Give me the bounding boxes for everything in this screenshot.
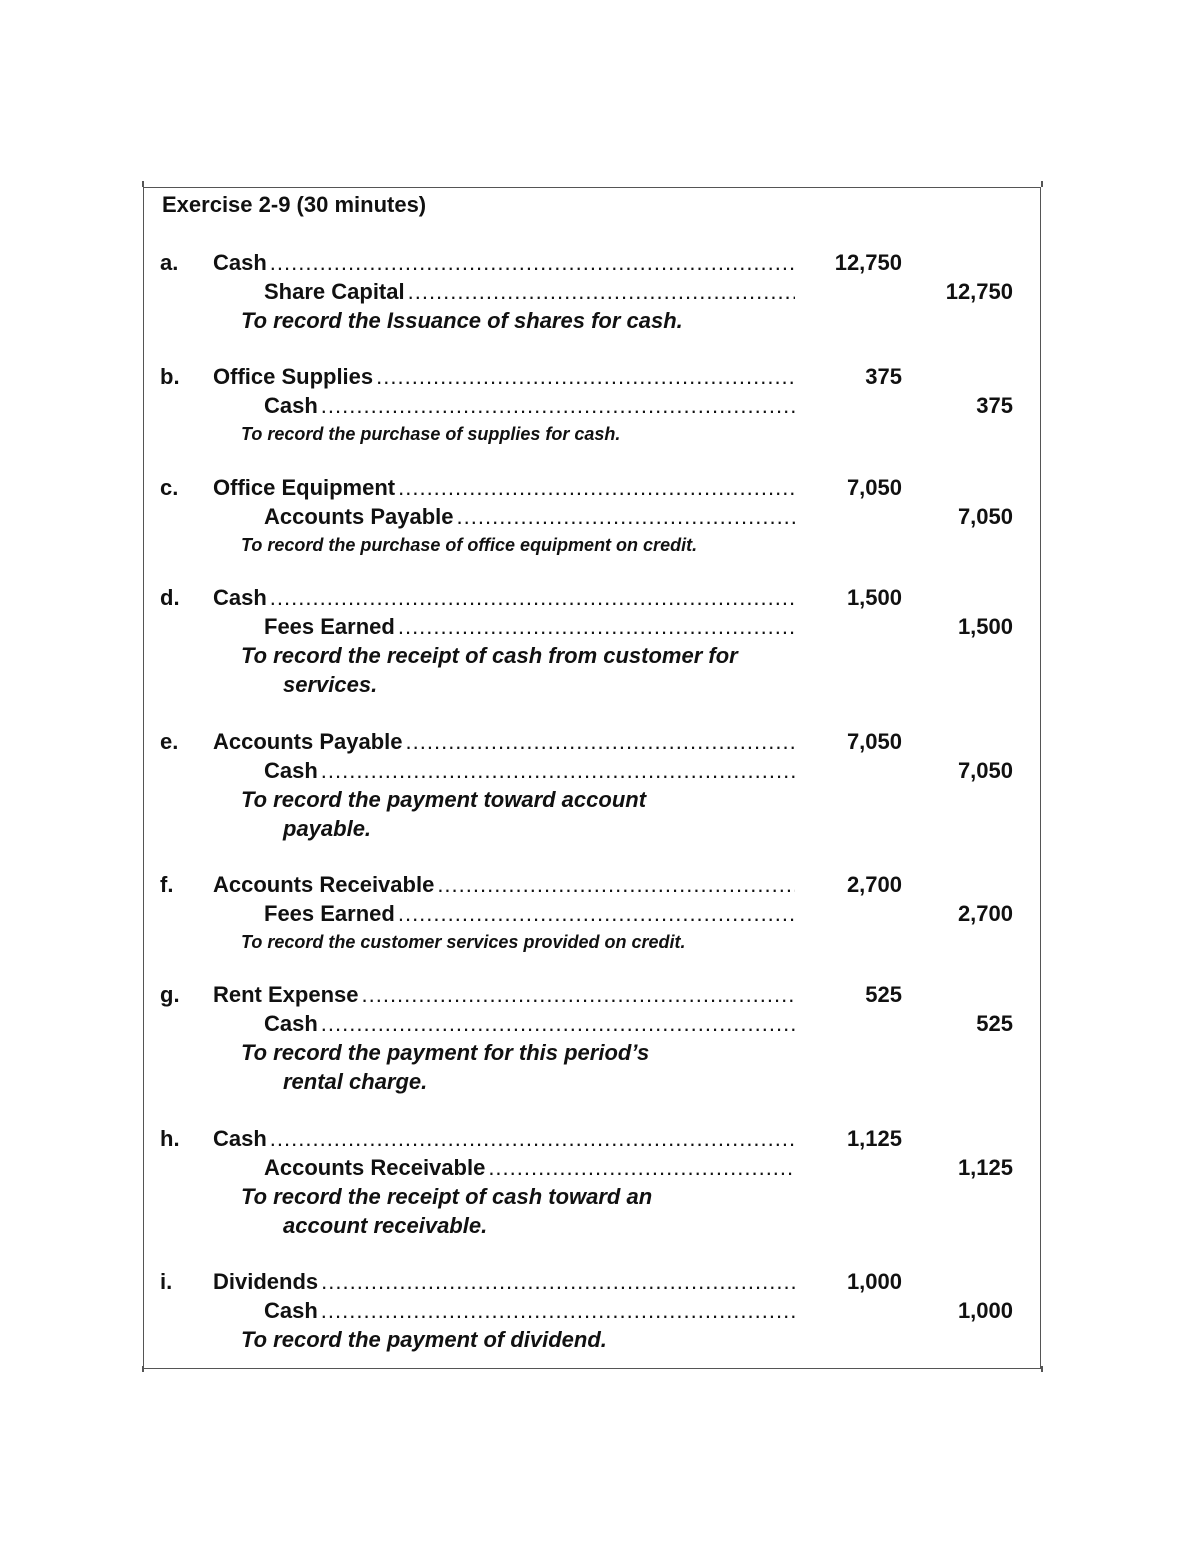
credit-line	[264, 1009, 795, 1038]
credit-amount: 12,750	[945, 279, 1013, 304]
entry-memo	[241, 1182, 811, 1240]
debit-line	[213, 583, 795, 612]
credit-line	[264, 1153, 795, 1182]
leader-dots	[321, 1009, 795, 1038]
entry-memo	[241, 641, 811, 699]
credit-account: Accounts Payable	[264, 504, 454, 529]
credit-account: Cash	[264, 1011, 318, 1036]
credit-account: Accounts Receivable	[264, 1155, 486, 1180]
entry-letter: c.	[160, 475, 179, 500]
memo-line-1: To record the receipt of cash toward an	[241, 1184, 653, 1209]
credit-line	[264, 756, 795, 785]
debit-account: Office Supplies	[213, 364, 374, 389]
entry-letter: f.	[160, 872, 174, 897]
leader-dots	[321, 1296, 795, 1325]
leader-dots	[270, 248, 795, 277]
credit-account: Fees Earned	[264, 614, 395, 639]
memo-line-1: To record the payment of dividend.	[241, 1327, 607, 1352]
entry-letter: b.	[160, 364, 180, 389]
credit-account: Cash	[264, 1298, 318, 1323]
debit-account: Office Equipment	[213, 475, 396, 500]
leader-dots	[376, 362, 795, 391]
credit-amount: 1,500	[957, 614, 1013, 639]
credit-account: Cash	[264, 758, 318, 783]
leader-dots	[408, 277, 795, 306]
entry-letter: h.	[160, 1126, 180, 1151]
entry-memo	[241, 306, 811, 335]
leader-dots	[406, 727, 795, 756]
memo-line-1: To record the Issuance of shares for cash.	[241, 308, 683, 333]
leader-dots	[270, 1124, 795, 1153]
credit-line	[264, 1296, 795, 1325]
debit-account: Cash	[213, 250, 267, 275]
leader-dots	[362, 980, 796, 1009]
debit-account: Accounts Receivable	[213, 872, 435, 897]
debit-amount: 525	[865, 982, 902, 1007]
credit-amount: 7,050	[957, 504, 1013, 529]
debit-line	[213, 727, 795, 756]
leader-dots	[270, 583, 795, 612]
leader-dots	[321, 1267, 795, 1296]
memo-line-2: account receivable.	[283, 1213, 488, 1238]
entry-letter: e.	[160, 729, 179, 754]
credit-amount: 1,125	[957, 1155, 1013, 1180]
memo-line-2: services.	[283, 672, 378, 697]
memo-line-1: To record the customer services provided on credit.	[241, 932, 686, 952]
entry-letter: a.	[160, 250, 179, 275]
credit-line	[264, 899, 795, 928]
debit-amount: 7,050	[846, 475, 902, 500]
debit-amount: 12,750	[834, 250, 902, 275]
debit-amount: 7,050	[846, 729, 902, 754]
memo-line-1: To record the purchase of supplies for cash.	[241, 424, 621, 444]
memo-line-2: rental charge.	[283, 1069, 428, 1094]
credit-amount: 375	[976, 393, 1013, 418]
credit-account: Fees Earned	[264, 901, 395, 926]
debit-amount: 1,125	[846, 1126, 902, 1151]
memo-line-2: payable.	[283, 816, 372, 841]
leader-dots	[488, 1153, 795, 1182]
memo-line-1: To record the receipt of cash from customer for	[241, 643, 738, 668]
memo-line-1: To record the payment toward account	[241, 787, 647, 812]
debit-line	[213, 1267, 795, 1296]
debit-line	[213, 473, 795, 502]
debit-line	[213, 1124, 795, 1153]
debit-amount: 1,500	[846, 585, 902, 610]
entry-memo	[241, 785, 811, 843]
debit-line	[213, 980, 795, 1009]
leader-dots	[437, 870, 795, 899]
debit-account: Accounts Payable	[213, 729, 403, 754]
leader-dots	[457, 502, 795, 531]
credit-account: Share Capital	[264, 279, 405, 304]
debit-amount: 1,000	[846, 1269, 902, 1294]
credit-amount: 2,700	[957, 901, 1013, 926]
leader-dots	[321, 756, 795, 785]
entry-memo	[241, 531, 811, 560]
credit-account: Cash	[264, 393, 318, 418]
entry-memo	[241, 1325, 811, 1354]
debit-amount: 2,700	[846, 872, 902, 897]
debit-amount: 375	[865, 364, 902, 389]
debit-line	[213, 870, 795, 899]
entry-memo	[241, 420, 811, 449]
memo-line-1: To record the purchase of office equipment on credit.	[241, 535, 698, 555]
entry-memo	[241, 1038, 811, 1096]
debit-account: Rent Expense	[213, 982, 359, 1007]
credit-amount: 525	[976, 1011, 1013, 1036]
leader-dots	[398, 612, 795, 641]
exercise-title: Exercise 2-9 (30 minutes)	[162, 192, 427, 217]
debit-account: Cash	[213, 585, 267, 610]
credit-amount: 1,000	[957, 1298, 1013, 1323]
credit-line	[264, 277, 795, 306]
entry-letter: d.	[160, 585, 180, 610]
credit-line	[264, 612, 795, 641]
debit-account: Dividends	[213, 1269, 319, 1294]
debit-line	[213, 248, 795, 277]
entry-memo	[241, 928, 811, 957]
credit-line	[264, 502, 795, 531]
entry-letter: i.	[160, 1269, 173, 1294]
debit-line	[213, 362, 795, 391]
memo-line-1: To record the payment for this period’s	[241, 1040, 650, 1065]
leader-dots	[398, 899, 795, 928]
debit-account: Cash	[213, 1126, 267, 1151]
credit-line	[264, 391, 795, 420]
leader-dots	[398, 473, 795, 502]
entry-letter: g.	[160, 982, 180, 1007]
leader-dots	[321, 391, 795, 420]
credit-amount: 7,050	[957, 758, 1013, 783]
